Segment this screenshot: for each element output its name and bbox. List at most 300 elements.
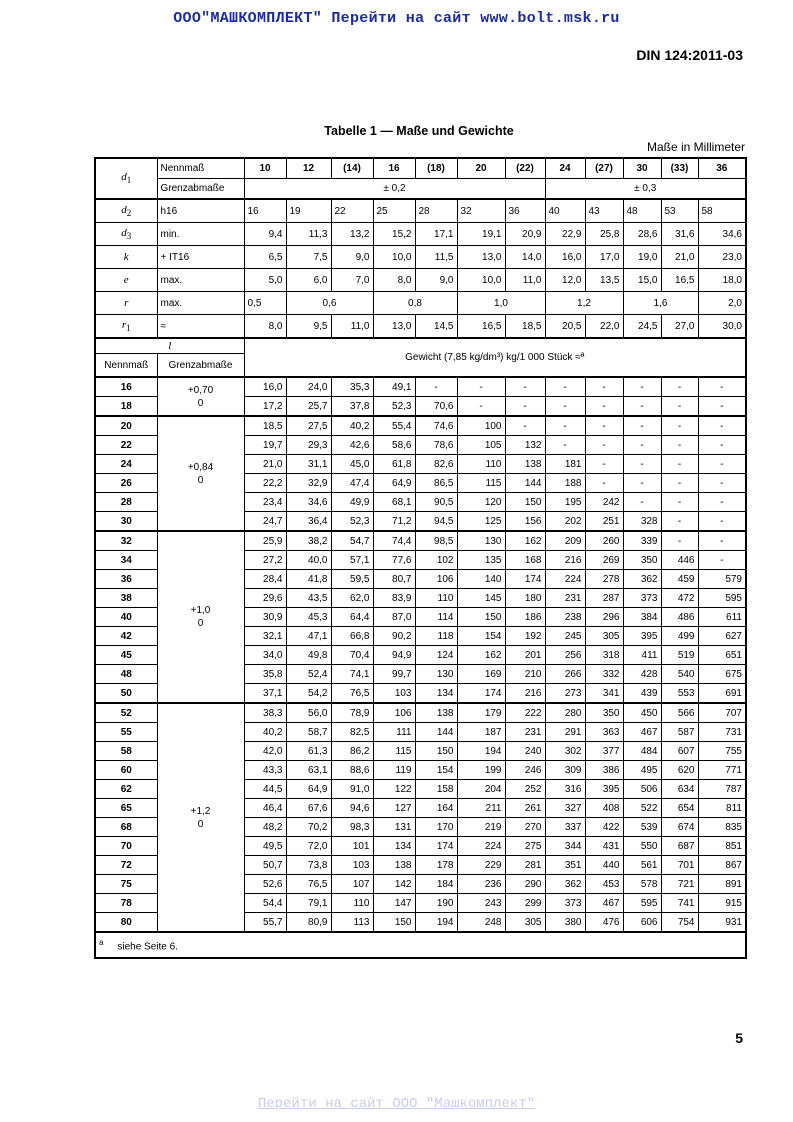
dim-value: 11,5 [415, 246, 457, 269]
weight-value: 125 [457, 512, 505, 532]
dim-value: 22,9 [545, 223, 585, 246]
weight-value: - [505, 397, 545, 417]
weight-value: 25,7 [286, 397, 331, 417]
weight-value: 25,9 [244, 531, 286, 551]
dim-value: 15,2 [373, 223, 415, 246]
length-nennmass: 40 [95, 608, 157, 627]
weight-value: 150 [373, 913, 415, 933]
weight-value: 344 [545, 837, 585, 856]
r1-symbol: $r_1$ [95, 315, 157, 339]
tolerance-line: 0 [197, 474, 204, 486]
weight-value: 29,3 [286, 436, 331, 455]
weight-value: 102 [415, 551, 457, 570]
weight-value: 147 [373, 894, 415, 913]
weight-value: 337 [545, 818, 585, 837]
weight-value: 24,7 [244, 512, 286, 532]
weight-value: 64,9 [373, 474, 415, 493]
weight-value: 184 [415, 875, 457, 894]
dim-value: 9,5 [286, 315, 331, 339]
tolerance-line: 0 [197, 397, 204, 409]
weight-value: 45,0 [331, 455, 373, 474]
weight-value: - [415, 377, 457, 397]
weight-value: - [545, 416, 585, 436]
weight-value: 41,8 [286, 570, 331, 589]
dim-value: 6,0 [286, 269, 331, 292]
weight-value: - [661, 397, 698, 417]
weight-value: - [698, 436, 746, 455]
weight-value: 499 [661, 627, 698, 646]
weight-value: 634 [661, 780, 698, 799]
dim-value: 25,8 [585, 223, 623, 246]
weight-value: 73,8 [286, 856, 331, 875]
length-tolerance [157, 703, 244, 932]
weight-value: 35,8 [244, 665, 286, 684]
length-nennmass: 24 [95, 455, 157, 474]
size-header: (27) [585, 158, 623, 179]
weight-value: 31,1 [286, 455, 331, 474]
weight-value: 115 [457, 474, 505, 493]
d3-symbol: $d_3$ [95, 223, 157, 246]
weight-value: 291 [545, 723, 585, 742]
weight-value: 431 [585, 837, 623, 856]
weight-value: 110 [331, 894, 373, 913]
weight-value: - [585, 436, 623, 455]
weight-value: 408 [585, 799, 623, 818]
weight-value: 66,8 [331, 627, 373, 646]
weight-value: 36,4 [286, 512, 331, 532]
length-nennmass: 75 [95, 875, 157, 894]
weight-value: 43,5 [286, 589, 331, 608]
weight-value: 48,2 [244, 818, 286, 837]
tolerance-line: +1,0 [190, 605, 211, 616]
weight-value: 68,1 [373, 493, 415, 512]
weight-value: 49,9 [331, 493, 373, 512]
weight-value: 579 [698, 570, 746, 589]
dim-value: 18,5 [505, 315, 545, 339]
dim-value: 28,6 [623, 223, 661, 246]
weight-value: 42,0 [244, 742, 286, 761]
weight-value: 80,7 [373, 570, 415, 589]
weight-value: - [698, 551, 746, 570]
weight-value: 290 [505, 875, 545, 894]
weight-value: 74,4 [373, 531, 415, 551]
weight-value: 78,9 [331, 703, 373, 723]
weight-value: 99,7 [373, 665, 415, 684]
dim-value: 8,0 [373, 269, 415, 292]
weight-value: 318 [585, 646, 623, 665]
weight-value: 52,6 [244, 875, 286, 894]
weight-value: 38,2 [286, 531, 331, 551]
weight-value: 16,0 [244, 377, 286, 397]
dim-value: 13,5 [585, 269, 623, 292]
weight-value: 595 [623, 894, 661, 913]
weight-value: 377 [585, 742, 623, 761]
weight-value: 384 [623, 608, 661, 627]
weight-value: 296 [585, 608, 623, 627]
weight-value: - [623, 455, 661, 474]
weight-value: 302 [545, 742, 585, 761]
dim-value: 58 [698, 199, 746, 223]
weight-value: 467 [623, 723, 661, 742]
length-nennmass: 20 [95, 416, 157, 436]
weight-value: 428 [623, 665, 661, 684]
length-nennmass: 68 [95, 818, 157, 837]
length-nennmass: 30 [95, 512, 157, 532]
weight-value: 110 [457, 455, 505, 474]
dim-value: 21,0 [661, 246, 698, 269]
weight-value: 450 [623, 703, 661, 723]
weight-value: 305 [505, 913, 545, 933]
weight-value: 350 [585, 703, 623, 723]
dim-condition: max. [157, 269, 244, 292]
weight-value: - [545, 397, 585, 417]
weight-value: 98,3 [331, 818, 373, 837]
size-header: 20 [457, 158, 505, 179]
weight-value: 675 [698, 665, 746, 684]
weight-value: 150 [457, 608, 505, 627]
weight-value: 811 [698, 799, 746, 818]
weight-value: 260 [585, 531, 623, 551]
length-nennmass: 22 [95, 436, 157, 455]
dim-value: 9,4 [244, 223, 286, 246]
length-nennmass: 78 [95, 894, 157, 913]
weight-value: 101 [331, 837, 373, 856]
weight-value: 27,5 [286, 416, 331, 436]
weight-value: 341 [585, 684, 623, 704]
size-header: (14) [331, 158, 373, 179]
weight-value: 119 [373, 761, 415, 780]
weight-value: 37,8 [331, 397, 373, 417]
weight-value: 156 [505, 512, 545, 532]
dim-value: 43 [585, 199, 623, 223]
weight-value: 174 [415, 837, 457, 856]
weight-value: 201 [505, 646, 545, 665]
dim-value: 17,1 [415, 223, 457, 246]
length-nennmass: 72 [95, 856, 157, 875]
weight-value: 495 [623, 761, 661, 780]
weight-value: 256 [545, 646, 585, 665]
weight-value: 266 [545, 665, 585, 684]
weight-value: - [661, 436, 698, 455]
weight-value: 373 [545, 894, 585, 913]
weight-value: 238 [545, 608, 585, 627]
length-nennmass: 80 [95, 913, 157, 933]
weight-value: 74,1 [331, 665, 373, 684]
d1-symbol: $d_1$ [95, 158, 157, 199]
weight-value: 186 [505, 608, 545, 627]
weight-value: 506 [623, 780, 661, 799]
weight-value: 49,5 [244, 837, 286, 856]
weight-value: 19,7 [244, 436, 286, 455]
weight-value: 373 [623, 589, 661, 608]
weight-value: 76,5 [286, 875, 331, 894]
weight-value: 701 [661, 856, 698, 875]
weight-value: 86,2 [331, 742, 373, 761]
r-value: 2,0 [698, 292, 746, 315]
weight-value: 362 [545, 875, 585, 894]
weight-value: 54,7 [331, 531, 373, 551]
weight-value: - [661, 512, 698, 532]
weight-value: - [505, 377, 545, 397]
length-nennmass: 55 [95, 723, 157, 742]
weight-value: - [585, 416, 623, 436]
dim-value: 16,5 [457, 315, 505, 339]
length-nennmass: 18 [95, 397, 157, 417]
weight-value: 44,5 [244, 780, 286, 799]
dim-value: 25 [373, 199, 415, 223]
weight-value: 350 [623, 551, 661, 570]
weight-value: 754 [661, 913, 698, 933]
weight-value: 154 [457, 627, 505, 646]
length-nennmass: 58 [95, 742, 157, 761]
footnote-text: siehe Seite 6. [103, 941, 178, 953]
size-header: 16 [373, 158, 415, 179]
weight-value: 561 [623, 856, 661, 875]
length-nennmass: 28 [95, 493, 157, 512]
weight-value: 180 [505, 589, 545, 608]
weight-value: - [545, 377, 585, 397]
weight-value: 224 [545, 570, 585, 589]
weight-value: - [585, 474, 623, 493]
weight-value: 620 [661, 761, 698, 780]
weight-value: 179 [457, 703, 505, 723]
weight-value: 22,2 [244, 474, 286, 493]
weight-value: 281 [505, 856, 545, 875]
weight-value: 275 [505, 837, 545, 856]
k-symbol: k [95, 246, 157, 269]
weight-value: 77,6 [373, 551, 415, 570]
weight-value: 195 [545, 493, 585, 512]
weight-value: 178 [415, 856, 457, 875]
length-tolerance [157, 416, 244, 531]
weight-value: 115 [373, 742, 415, 761]
dim-value: 9,0 [415, 269, 457, 292]
dim-value: 31,6 [661, 223, 698, 246]
size-header: (33) [661, 158, 698, 179]
weight-value: 90,2 [373, 627, 415, 646]
length-nennmass: 34 [95, 551, 157, 570]
weight-value: 135 [457, 551, 505, 570]
weight-value: 87,0 [373, 608, 415, 627]
dim-condition: ≈ [157, 315, 244, 339]
r-value: 1,0 [457, 292, 545, 315]
weight-value: - [698, 512, 746, 532]
weight-value: 194 [415, 913, 457, 933]
weight-value: - [698, 416, 746, 436]
weight-value: 422 [585, 818, 623, 837]
dim-value: 13,0 [457, 246, 505, 269]
site-link-bottom[interactable]: Перейти на сайт ООО "Машкомплект" [257, 1096, 536, 1112]
dim-value: 11,0 [331, 315, 373, 339]
weight-value: 82,5 [331, 723, 373, 742]
weight-value: 107 [331, 875, 373, 894]
e-symbol: e [95, 269, 157, 292]
d2-symbol: $d_2$ [95, 199, 157, 223]
weight-value: 486 [661, 608, 698, 627]
weight-value: 411 [623, 646, 661, 665]
weight-value: - [698, 377, 746, 397]
weight-value: 118 [415, 627, 457, 646]
weight-value: - [623, 416, 661, 436]
length-nennmass: 60 [95, 761, 157, 780]
weight-value: 627 [698, 627, 746, 646]
dim-value: 32 [457, 199, 505, 223]
grenzabmasse-label: Grenzabmaße [157, 179, 244, 200]
weight-value: 59,5 [331, 570, 373, 589]
weight-value: 553 [661, 684, 698, 704]
tolerance-line: 0 [197, 818, 204, 830]
weight-value: 674 [661, 818, 698, 837]
dim-value: 36 [505, 199, 545, 223]
weight-value: 17,2 [244, 397, 286, 417]
weight-value: 721 [661, 875, 698, 894]
weight-value: 440 [585, 856, 623, 875]
weight-value: - [623, 474, 661, 493]
dim-condition: max. [157, 292, 244, 315]
weight-value: 170 [415, 818, 457, 837]
weight-value: 32,9 [286, 474, 331, 493]
dim-value: 23,0 [698, 246, 746, 269]
weight-value: 138 [373, 856, 415, 875]
weight-value: 28,4 [244, 570, 286, 589]
weight-value: 351 [545, 856, 585, 875]
size-header: 12 [286, 158, 331, 179]
weight-value: 229 [457, 856, 505, 875]
weight-value: 120 [457, 493, 505, 512]
length-nennmass: 50 [95, 684, 157, 704]
weight-value: 395 [585, 780, 623, 799]
weight-value: 52,4 [286, 665, 331, 684]
weight-value: 362 [623, 570, 661, 589]
weight-value: 578 [623, 875, 661, 894]
weight-value: 891 [698, 875, 746, 894]
weight-value: 140 [457, 570, 505, 589]
weight-value: 103 [331, 856, 373, 875]
weight-value: 731 [698, 723, 746, 742]
weight-value: 64,4 [331, 608, 373, 627]
weight-value: 188 [545, 474, 585, 493]
weight-value: 287 [585, 589, 623, 608]
weight-value: 169 [457, 665, 505, 684]
weight-value: 114 [415, 608, 457, 627]
weight-value: 29,6 [244, 589, 286, 608]
weight-value: - [545, 436, 585, 455]
weight-value: 71,2 [373, 512, 415, 532]
col-grenzabmasse-header: Grenzabmaße [157, 354, 244, 378]
footnote-mark: a [99, 937, 104, 947]
dim-value: 20,9 [505, 223, 545, 246]
weight-value: 82,6 [415, 455, 457, 474]
weight-value: 248 [457, 913, 505, 933]
weight-value: 219 [457, 818, 505, 837]
weight-value: 539 [623, 818, 661, 837]
weight-value: 145 [457, 589, 505, 608]
weight-value: 61,3 [286, 742, 331, 761]
dim-value: 20,5 [545, 315, 585, 339]
weight-value: 38,3 [244, 703, 286, 723]
weight-value: 192 [505, 627, 545, 646]
l-symbol: l [95, 338, 244, 354]
weight-value: 691 [698, 684, 746, 704]
dim-value: 19,1 [457, 223, 505, 246]
weight-value: 138 [415, 703, 457, 723]
weight-value: 519 [661, 646, 698, 665]
dim-value: 11,3 [286, 223, 331, 246]
weight-value: 111 [373, 723, 415, 742]
dim-value: 14,0 [505, 246, 545, 269]
weight-value: 132 [505, 436, 545, 455]
weight-value: 70,4 [331, 646, 373, 665]
weight-value: 86,5 [415, 474, 457, 493]
weight-value: 316 [545, 780, 585, 799]
weight-value: 251 [585, 512, 623, 532]
weight-value: 522 [623, 799, 661, 818]
tolerance-small: ± 0,2 [244, 179, 545, 200]
r-value: 1,6 [623, 292, 698, 315]
weight-value: 299 [505, 894, 545, 913]
length-nennmass: 32 [95, 531, 157, 551]
weight-value: 158 [415, 780, 457, 799]
weight-value: 595 [698, 589, 746, 608]
weight-value: 91,0 [331, 780, 373, 799]
weight-value: 154 [415, 761, 457, 780]
dim-condition: + IT16 [157, 246, 244, 269]
weight-value: - [698, 493, 746, 512]
weight-value: 49,1 [373, 377, 415, 397]
length-tolerance [157, 377, 244, 416]
dim-value: 14,5 [415, 315, 457, 339]
weight-value: - [623, 397, 661, 417]
tolerance-large: ± 0,3 [545, 179, 746, 200]
r-value: 1,2 [545, 292, 623, 315]
weight-value: 202 [545, 512, 585, 532]
dim-value: 48 [623, 199, 661, 223]
weight-value: - [698, 397, 746, 417]
size-header: (22) [505, 158, 545, 179]
weight-value: 57,1 [331, 551, 373, 570]
weight-value: 309 [545, 761, 585, 780]
weight-value: - [698, 531, 746, 551]
weight-value: - [661, 377, 698, 397]
weight-value: 21,0 [244, 455, 286, 474]
table-title: Tabelle 1 — Maße und Gewichte [324, 124, 514, 138]
weight-value: 110 [415, 589, 457, 608]
length-nennmass: 62 [95, 780, 157, 799]
weight-value: - [585, 455, 623, 474]
dim-value: 17,0 [585, 246, 623, 269]
weight-value: 150 [505, 493, 545, 512]
weight-value: 34,6 [286, 493, 331, 512]
dim-value: 16,0 [545, 246, 585, 269]
weight-value: 755 [698, 742, 746, 761]
weight-value: 130 [457, 531, 505, 551]
dim-value: 34,6 [698, 223, 746, 246]
site-link-top[interactable]: ООО"МАШКОМПЛЕКТ" Перейти на сайт www.bolt.msk.ru [173, 10, 620, 27]
weight-value: 27,2 [244, 551, 286, 570]
dim-value: 11,0 [505, 269, 545, 292]
length-nennmass: 70 [95, 837, 157, 856]
size-header: 36 [698, 158, 746, 179]
dim-value: 28 [415, 199, 457, 223]
weight-value: 76,5 [331, 684, 373, 704]
weight-value: 273 [545, 684, 585, 704]
weight-value: 246 [505, 761, 545, 780]
dim-value: 22,0 [585, 315, 623, 339]
weight-value: 37,1 [244, 684, 286, 704]
weight-value: 55,7 [244, 913, 286, 933]
weight-value: 211 [457, 799, 505, 818]
weight-value: 339 [623, 531, 661, 551]
